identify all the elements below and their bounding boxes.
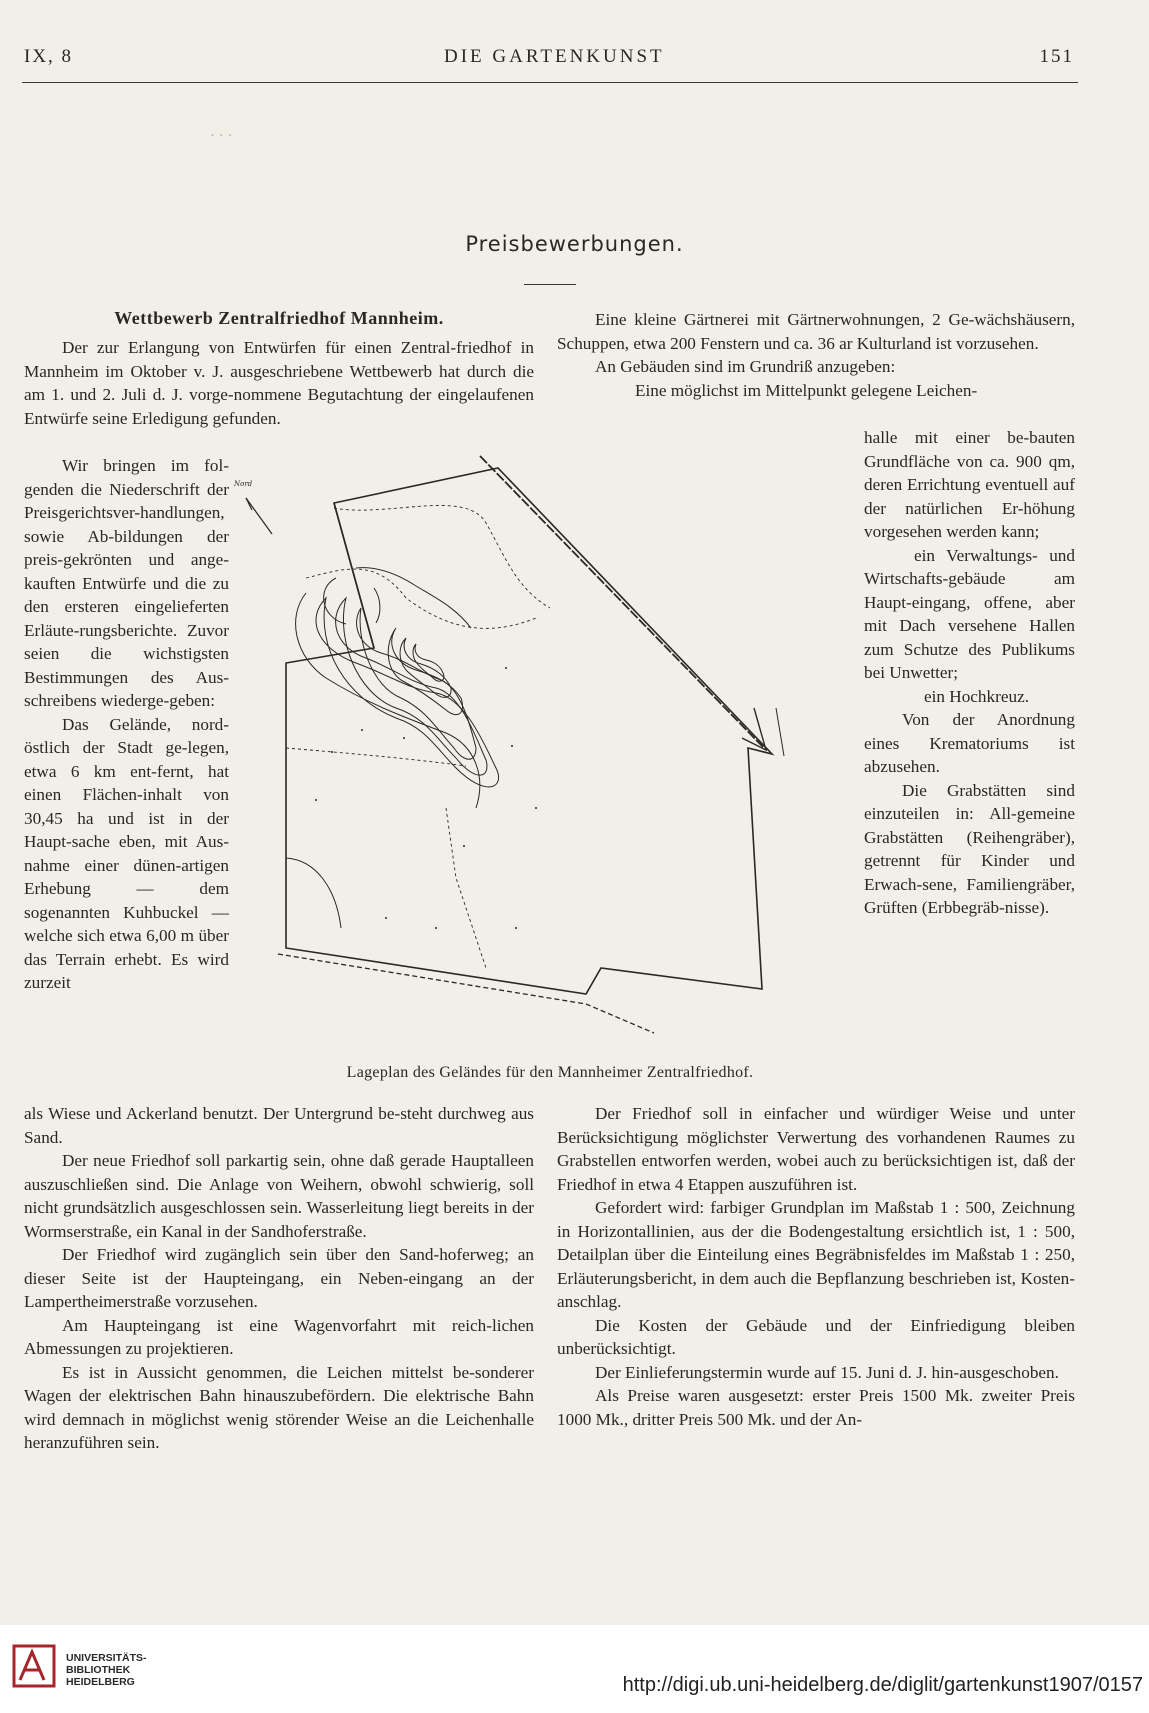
library-logo-icon (10, 1640, 62, 1692)
site-plan-map (234, 448, 858, 1058)
railway-line (278, 954, 654, 1033)
library-name: UNIVERSITÄTS- BIBLIOTHEK HEIDELBERG (66, 1652, 147, 1688)
paragraph: ein Verwaltungs- und Wirtschafts-gebäude am Haupt-eingang, offene, aber mit Dach versehene Hallen zum Schutze des Publikums bei Unwetter; (864, 545, 1075, 682)
paragraph: Eine kleine Gärtnerei mit Gärtnerwohnungen, 2 Ge-wächshäusern, Schuppen, etwa 200 Fenstern und ca. 36 ar Kulturland ist vorzusehen. (557, 310, 1075, 353)
paragraph: Der Friedhof soll in einfacher und würdiger Weise und unter Berücksichtigung möglichster Verwertung des vorhandenen Raumes zu Grabstellen entworfen werden, wobei auch zu berücksichtigen ist, daß der Friedhof in etwa 4 Etappen auszuführen ist. (557, 1104, 1075, 1194)
left-column-bottom (24, 1102, 534, 1455)
left-column-narrow (24, 454, 229, 995)
bleed-through: · · · (210, 128, 233, 144)
volume-number: IX, 8 (24, 46, 74, 67)
north-arrow-icon (246, 498, 272, 534)
figure-caption: Lageplan des Geländes für den Mannheimer Zentralfriedhof. (346, 1064, 754, 1081)
paragraph: Die Kosten der Gebäude und der Einfriedigung bleiben unberücksichtigt. (557, 1315, 1075, 1358)
right-column-narrow (864, 426, 1075, 920)
paragraph: Eine möglichst im Mittelpunkt gelegene Leichen- (635, 380, 978, 400)
left-column-intro (24, 336, 534, 430)
site-plan-figure (234, 448, 858, 1058)
right-column-top (557, 308, 1075, 402)
paragraph: Am Haupteingang ist eine Wagenvorfahrt mit reich-lichen Abmessungen zu projektieren. (24, 1315, 534, 1358)
journal-title: DIE GARTENKUNST (444, 46, 665, 67)
paragraph: Das Gelände, nord-östlich der Stadt ge-legen, etwa 6 km ent-fernt, hat einen Flächen-inhalt von 30,45 ha und ist in der Haupt-sache eben, mit Aus-nahme einer dünen-artigen Erhebung — dem sogenannten Kuhbuckel — welche sich etwa 6,00 m über das Terrain erhebt. Es wird zurzeit (24, 714, 229, 992)
paragraph: Gefordert wird: farbiger Grundplan im Maßstab 1 : 500, Zeichnung in Horizontallinien, aus der die Bodengestaltung ersichtlich ist, 1 : 500, Detailplan über die Einteilung eines Begräbnisfeldes im Maßstab 1 : 250, Erläuterungsbericht, in dem auch die Bepflanzung beschrieben ist, Kosten-anschlag. (557, 1198, 1075, 1311)
sandhofer-road (480, 456, 764, 748)
footer-band (0, 1625, 1149, 1713)
paragraph: als Wiese und Ackerland benutzt. Der Untergrund be-steht durchweg aus Sand. (24, 1104, 534, 1147)
paragraph: halle mit einer be-bauten Grundfläche von ca. 900 qm, deren Errichtung eventuell auf der natürlichen Er-höhung vorgesehen werden kann; (864, 428, 1075, 541)
source-url[interactable]: http://digi.ub.uni-heidelberg.de/diglit/gartenkunst1907/0157 (622, 1674, 1143, 1696)
paragraph: Die Grabstätten sind einzuteilen in: All-gemeine Grabstätten (Reihengräber), getrennt für Kinder und Erwach-sene, Familiengräber, Grüften (Erbbegräb-nisse). (864, 780, 1075, 917)
paragraph: Der Friedhof wird zugänglich sein über den Sand-hoferweg; an dieser Seite ist der Haupteingang, ein Neben-eingang an der Lampertheimerstraße vorzusehen. (24, 1245, 534, 1311)
paragraph: Es ist in Aussicht genommen, die Leichen mittelst be-sonderer Wagen der elektrischen Bahn hinauszubefördern. Die elektrische Bahn wird demnach in möglichst wenig störender Weise an die Leichenhalle heranzuführen sein. (24, 1362, 534, 1452)
article-title: Wettbewerb Zentralfriedhof Mannheim. (114, 308, 444, 328)
title-rule (524, 284, 576, 285)
paragraph: Als Preise waren ausgesetzt: erster Preis 1500 Mk. zweiter Preis 1000 Mk., dritter Preis 500 Mk. und der An- (557, 1386, 1075, 1429)
north-label: Nord (234, 480, 253, 488)
header-rule (22, 82, 1078, 83)
running-head (24, 46, 1074, 76)
paragraph: Wir bringen im fol-genden die Niederschrift der Preisgerichtsver-handlungen, sowie Ab-bildungen der preis-gekrönten und ange-kauften Entwürfe und die zu den ersteren eingelieferten Erläute-rungsberichte. Zuvor seien die wichstigsten Bestimmungen des Aus-schreibens wiederge-geben: (24, 456, 229, 710)
page-number: 151 (1039, 46, 1074, 67)
lot-line (334, 503, 374, 648)
paragraph: Der zur Erlangung von Entwürfen für einen Zentral-friedhof in Mannheim im Oktober v. J. ausgeschriebene Wettbewerb hat durch die am 1. und 2. Juli d. J. vorge-nommene Begutachtung der eingelaufenen Entwürfe seine Erledigung gefunden. (24, 338, 534, 428)
site-boundary (286, 468, 772, 994)
paragraph: Der neue Friedhof soll parkartig sein, ohne daß gerade Hauptalleen auszuschließen sind. Die Anlage von Weihern, obwohl schwierig, soll nicht grundsätzlich ausgeschlossen sein. Wasserleitung liegt bereits in der Wormserstraße, ein Kanal in der Sandhoferstraße. (24, 1151, 534, 1241)
right-column-bottom (557, 1102, 1075, 1431)
section-title: Preisbewerbungen. (465, 232, 684, 256)
paragraph: An Gebäuden sind im Grundriß anzugeben: (595, 357, 896, 376)
paragraph: ein Hochkreuz. (924, 686, 1029, 706)
paragraph: Von der Anordnung eines Krematoriums ist abzusehen. (864, 710, 1075, 776)
paragraph: Der Einlieferungstermin wurde auf 15. Juni d. J. hin-ausgeschoben. (595, 1362, 1059, 1382)
